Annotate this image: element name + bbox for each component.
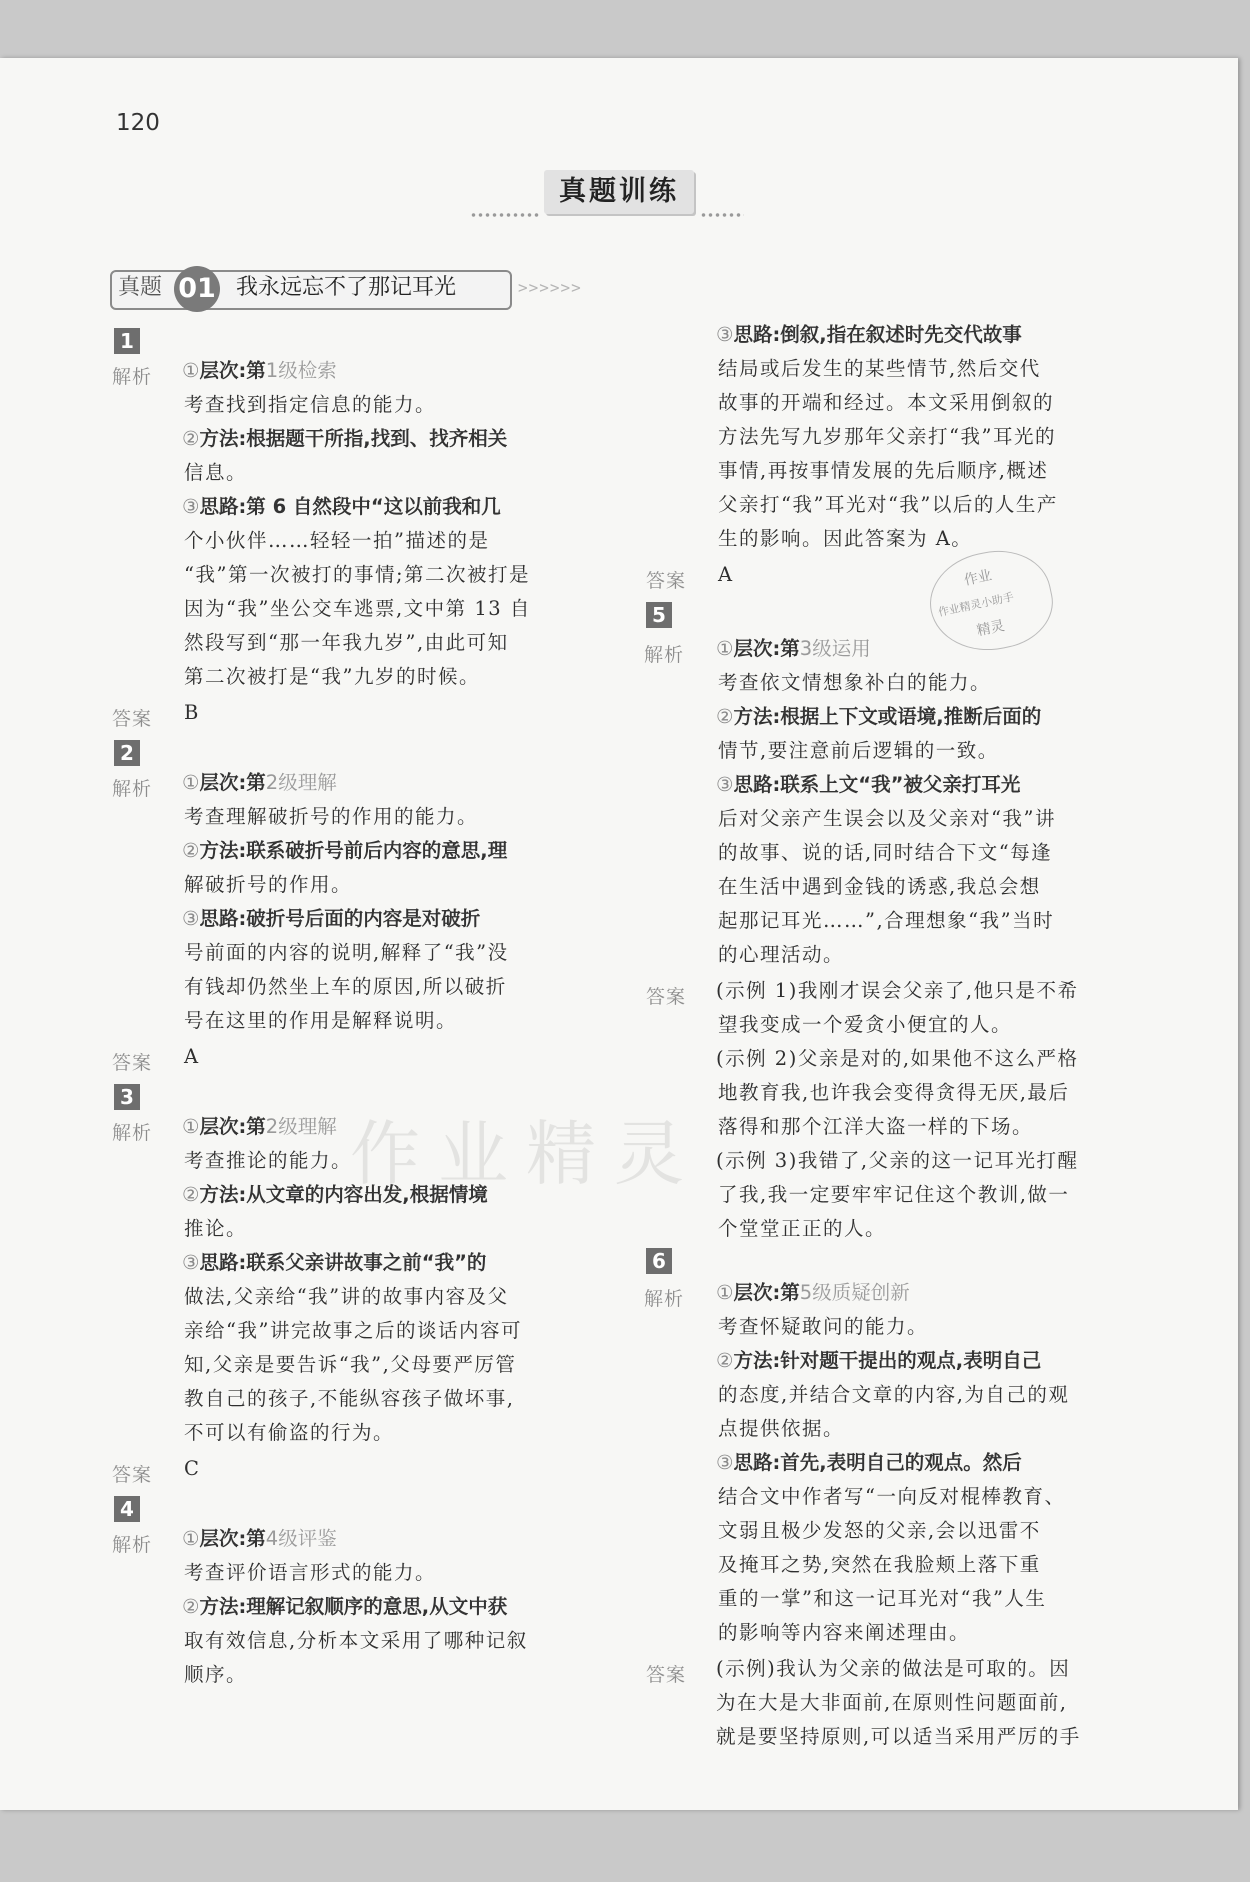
thinking-line: 方法先写九岁那年父亲打“我”耳光的 <box>718 425 1056 448</box>
level-line: ①层次:第2级理解 <box>182 771 337 794</box>
thinking-line: 亲给“我”讲完故事之后的谈话内容可 <box>184 1319 522 1342</box>
item-number-badge: 1 <box>114 328 140 354</box>
answer-label: 答案 <box>646 1664 687 1686</box>
thinking-line: 不可以有偷盗的行为。 <box>184 1421 395 1444</box>
title-dots-left <box>470 212 540 218</box>
question-title: 我永远忘不了那记耳光 <box>236 275 457 300</box>
analysis-label: 解析 <box>112 1122 153 1144</box>
answer-value: A <box>184 1045 200 1068</box>
thinking-line: 的心理活动。 <box>718 943 845 966</box>
thinking-line: 号前面的内容的说明,解释了“我”没 <box>184 941 509 964</box>
thinking-line: 重的一掌”和这一记耳光对“我”人生 <box>718 1587 1047 1610</box>
answer-line: 望我变成一个爱贪小便宜的人。 <box>718 1013 1013 1036</box>
method-line: 的态度,并结合文章的内容,为自己的观 <box>718 1383 1070 1406</box>
answer-line: 个堂堂正正的人。 <box>718 1217 887 1240</box>
method-line: ②方法:联系破折号前后内容的意思,理 <box>182 839 508 862</box>
ability-desc: 考查怀疑敢问的能力。 <box>718 1315 929 1338</box>
answer-value: B <box>184 701 200 724</box>
answer-label: 答案 <box>112 1052 153 1074</box>
method-line: 点提供依据。 <box>718 1417 845 1440</box>
analysis-label: 解析 <box>112 366 153 388</box>
method-line: ②方法:根据题干所指,找到、找齐相关 <box>182 427 508 450</box>
analysis-label: 解析 <box>112 778 153 800</box>
thinking-line: 的影响等内容来阐述理由。 <box>718 1621 971 1644</box>
ability-desc: 考查推论的能力。 <box>184 1149 353 1172</box>
answer-label: 答案 <box>646 986 687 1008</box>
method-line: 顺序。 <box>184 1663 248 1686</box>
thinking-line: 故事的开端和经过。本文采用倒叙的 <box>718 391 1055 414</box>
answer-value: A <box>718 563 734 586</box>
answer-line: (示例 1)我刚才误会父亲了,他只是不希 <box>716 979 1079 1002</box>
page-number: 120 <box>116 110 160 136</box>
thinking-line: ③思路:联系上文“我”被父亲打耳光 <box>716 773 1021 796</box>
thinking-line: 后对父亲产生误会以及父亲对“我”讲 <box>718 807 1056 830</box>
item-number-badge: 5 <box>646 602 672 628</box>
thinking-line: 的故事、说的话,同时结合下文“每逢 <box>718 841 1053 864</box>
answer-line: 地教育我,也许我会变得贪得无厌,最后 <box>718 1081 1070 1104</box>
thinking-line: 因为“我”坐公交车逃票,文中第 13 自 <box>184 597 531 620</box>
section-title-block <box>470 170 740 220</box>
analysis-label: 解析 <box>644 1288 685 1310</box>
answer-line: (示例)我认为父亲的做法是可取的。因 <box>716 1657 1071 1680</box>
method-line: ②方法:根据上下文或语境,推断后面的 <box>716 705 1042 728</box>
thinking-line: ③思路:联系父亲讲故事之前“我”的 <box>182 1251 487 1274</box>
item-number-badge: 6 <box>646 1248 672 1274</box>
answer-label: 答案 <box>646 570 687 592</box>
thinking-line: ③思路:破折号后面的内容是对破折 <box>182 907 481 930</box>
answer-line: (示例 3)我错了,父亲的这一记耳光打醒 <box>716 1149 1079 1172</box>
answer-line: 落得和那个江洋大盗一样的下场。 <box>718 1115 1034 1138</box>
thinking-line: 知,父亲是要告诉“我”,父母要严厉管 <box>184 1353 517 1376</box>
method-line: ②方法:针对题干提出的观点,表明自己 <box>716 1349 1042 1372</box>
thinking-line: 在生活中遇到金钱的诱惑,我总会想 <box>718 875 1041 898</box>
item-number-badge: 4 <box>114 1496 140 1522</box>
method-line: ②方法:从文章的内容出发,根据情境 <box>182 1183 488 1206</box>
ability-desc: 考查依文情想象补白的能力。 <box>718 671 992 694</box>
method-line: 推论。 <box>184 1217 248 1240</box>
thinking-line: 个小伙伴……轻轻一拍”描述的是 <box>184 529 490 552</box>
thinking-line: 及掩耳之势,突然在我脸颊上落下重 <box>718 1553 1041 1576</box>
question-header <box>110 270 582 310</box>
thinking-line: 有钱却仍然坐上车的原因,所以破折 <box>184 975 507 998</box>
title-dots-right <box>700 212 744 218</box>
book-page <box>0 58 1238 1810</box>
question-tag: 真题 <box>118 275 163 300</box>
ability-desc: 考查找到指定信息的能力。 <box>184 393 437 416</box>
method-line: 信息。 <box>184 461 248 484</box>
thinking-line: 生的影响。因此答案为 A。 <box>718 527 973 550</box>
thinking-line: 号在这里的作用是解释说明。 <box>184 1009 458 1032</box>
method-line: 情节,要注意前后逻辑的一致。 <box>718 739 999 762</box>
level-line: ①层次:第5级质疑创新 <box>716 1281 910 1304</box>
thinking-line: 结合文中作者写“一向反对棍棒教育、 <box>718 1485 1066 1508</box>
answer-value: C <box>184 1457 201 1480</box>
method-line: 取有效信息,分析本文采用了哪种记叙 <box>184 1629 528 1652</box>
ability-desc: 考查理解破折号的作用的能力。 <box>184 805 479 828</box>
level-line: ①层次:第2级理解 <box>182 1115 337 1138</box>
thinking-line: 第二次被打是“我”九岁的时候。 <box>184 665 480 688</box>
thinking-line: 文弱且极少发怒的父亲,会以迅雷不 <box>718 1519 1041 1542</box>
question-arrows: >>>>>> <box>518 278 582 297</box>
method-line: 解破折号的作用。 <box>184 873 353 896</box>
answer-line: 就是要坚持原则,可以适当采用严厉的手 <box>716 1725 1081 1748</box>
answer-label: 答案 <box>112 708 153 730</box>
item-number-badge: 2 <box>114 740 140 766</box>
question-number-badge: 01 <box>174 266 220 312</box>
answer-line: 为在大是大非面前,在原则性问题面前, <box>716 1691 1068 1714</box>
analysis-label: 解析 <box>112 1534 153 1556</box>
thinking-line: 做法,父亲给“我”讲的故事内容及父 <box>184 1285 509 1308</box>
helper-stamp: 作业 作业精灵小助手 精灵 <box>921 540 1061 661</box>
method-line: ②方法:理解记叙顺序的意思,从文中获 <box>182 1595 508 1618</box>
thinking-line: ③思路:第 6 自然段中“这以前我和几 <box>182 495 501 518</box>
thinking-line: 起那记耳光……”,合理想象“我”当时 <box>718 909 1055 932</box>
answer-label: 答案 <box>112 1464 153 1486</box>
answer-line: (示例 2)父亲是对的,如果他不这么严格 <box>716 1047 1079 1070</box>
answer-line: 了我,我一定要牢牢记住这个教训,做一 <box>718 1183 1070 1206</box>
watermark: 作业精灵 <box>350 1113 702 1195</box>
thinking-line: 教自己的孩子,不能纵容孩子做坏事, <box>184 1387 515 1410</box>
thinking-line: 然段写到“那一年我九岁”,由此可知 <box>184 631 509 654</box>
analysis-label: 解析 <box>644 644 685 666</box>
level-line: ①层次:第3级运用 <box>716 637 871 660</box>
thinking-line: ③思路:倒叙,指在叙述时先交代故事 <box>716 323 1022 346</box>
thinking-line: 事情,再按事情发展的先后顺序,概述 <box>718 459 1049 482</box>
thinking-line: 结局或后发生的某些情节,然后交代 <box>718 357 1041 380</box>
ability-desc: 考查评价语言形式的能力。 <box>184 1561 437 1584</box>
level-line: ①层次:第1级检索 <box>182 359 337 382</box>
section-title: 真题训练 <box>544 170 694 214</box>
thinking-line: “我”第一次被打的事情;第二次被打是 <box>184 563 531 586</box>
thinking-line: ③思路:首先,表明自己的观点。然后 <box>716 1451 1022 1474</box>
item-number-badge: 3 <box>114 1084 140 1110</box>
level-line: ①层次:第4级评鉴 <box>182 1527 337 1550</box>
thinking-line: 父亲打“我”耳光对“我”以后的人生产 <box>718 493 1058 516</box>
